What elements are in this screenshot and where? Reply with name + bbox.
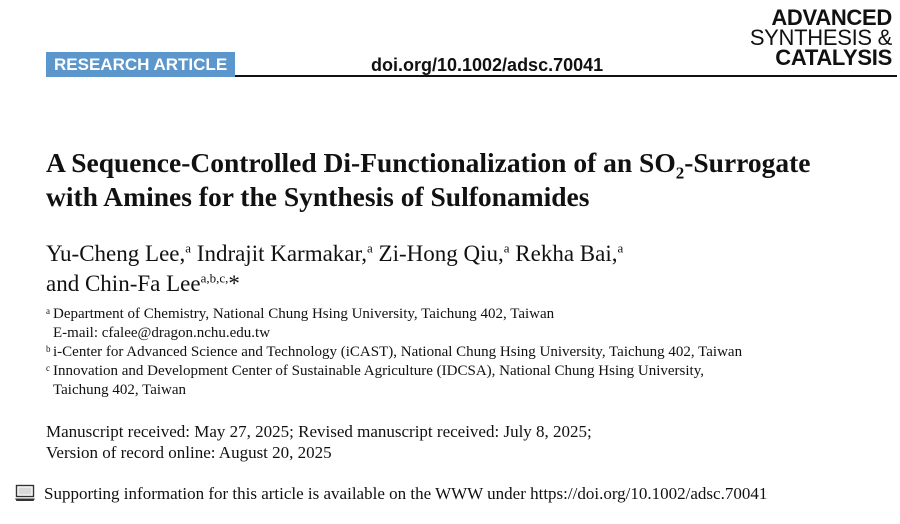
affiliation-mark: c: [46, 363, 50, 373]
article-type-badge: RESEARCH ARTICLE: [46, 52, 235, 77]
article-title: [46, 146, 892, 214]
computer-monitor-icon: [14, 484, 36, 502]
journal-logo-line-2: SYNTHESIS &: [749, 25, 892, 50]
affiliation-mark: b: [46, 344, 51, 354]
author-name: and Chin-Fa Lee: [46, 271, 201, 296]
title-text-2: -Surrogate: [684, 147, 811, 178]
affiliation-email[interactable]: E-mail: cfalee@dragon.nchu.edu.tw: [53, 325, 271, 341]
journal-logo-line-3: CATALYSIS: [775, 45, 892, 70]
affiliations: [46, 305, 892, 400]
corresponding-author-mark: *: [228, 271, 240, 296]
title-text-3: with Amines for the Synthesis of Sulfonamides: [46, 181, 590, 212]
history-online: Version of record online: August 20, 2025: [46, 443, 332, 462]
journal-logo-line-1: ADVANCED: [771, 5, 892, 30]
affiliation-text: Innovation and Development Center of Sustainable Agriculture (IDCSA), National Chung Hsing University,: [53, 363, 704, 379]
history-received: Manuscript received: May 27, 2025; Revised manuscript received: July 8, 2025;: [46, 422, 592, 441]
author-affiliation-mark: a: [185, 240, 192, 256]
author-name: Rekha Bai,: [515, 241, 618, 266]
affiliation-text: Taichung 402, Taiwan: [53, 382, 187, 398]
author-affiliation-mark: a: [503, 240, 510, 256]
title-subscript: 2: [675, 163, 685, 183]
author-affiliation-mark: a,b,c,: [200, 270, 229, 286]
affiliation-b: [46, 343, 892, 362]
affiliation-text: Department of Chemistry, National Chung Hsing University, Taichung 402, Taiwan: [53, 306, 555, 322]
header-doi-link[interactable]: doi.org/10.1002/adsc.70041: [371, 55, 604, 75]
header-rule: [235, 75, 897, 77]
journal-logo: [749, 5, 892, 70]
supporting-info-text[interactable]: Supporting information for this article is available on the WWW under https://doi.org/10.1002/adsc.70041: [44, 484, 768, 503]
author-name: Indrajit Karmakar,: [196, 241, 368, 266]
author-name: Zi-Hong Qiu,: [378, 241, 504, 266]
title-text-1: A Sequence-Controlled Di-Functionalization of an SO: [46, 147, 676, 178]
manuscript-history: [46, 421, 892, 463]
supporting-information: [14, 483, 894, 505]
author-affiliation-mark: a: [617, 240, 624, 256]
affiliation-mark: a: [46, 306, 50, 316]
affiliation-c: [46, 362, 892, 400]
author-affiliation-mark: a: [367, 240, 373, 256]
affiliation-text: i-Center for Advanced Science and Technology (iCAST), National Chung Hsing University, Taichung 402, Taiwan: [53, 344, 743, 360]
author-name: Yu-Cheng Lee,: [46, 241, 186, 266]
author-list: [46, 239, 892, 299]
affiliation-a: [46, 305, 892, 343]
